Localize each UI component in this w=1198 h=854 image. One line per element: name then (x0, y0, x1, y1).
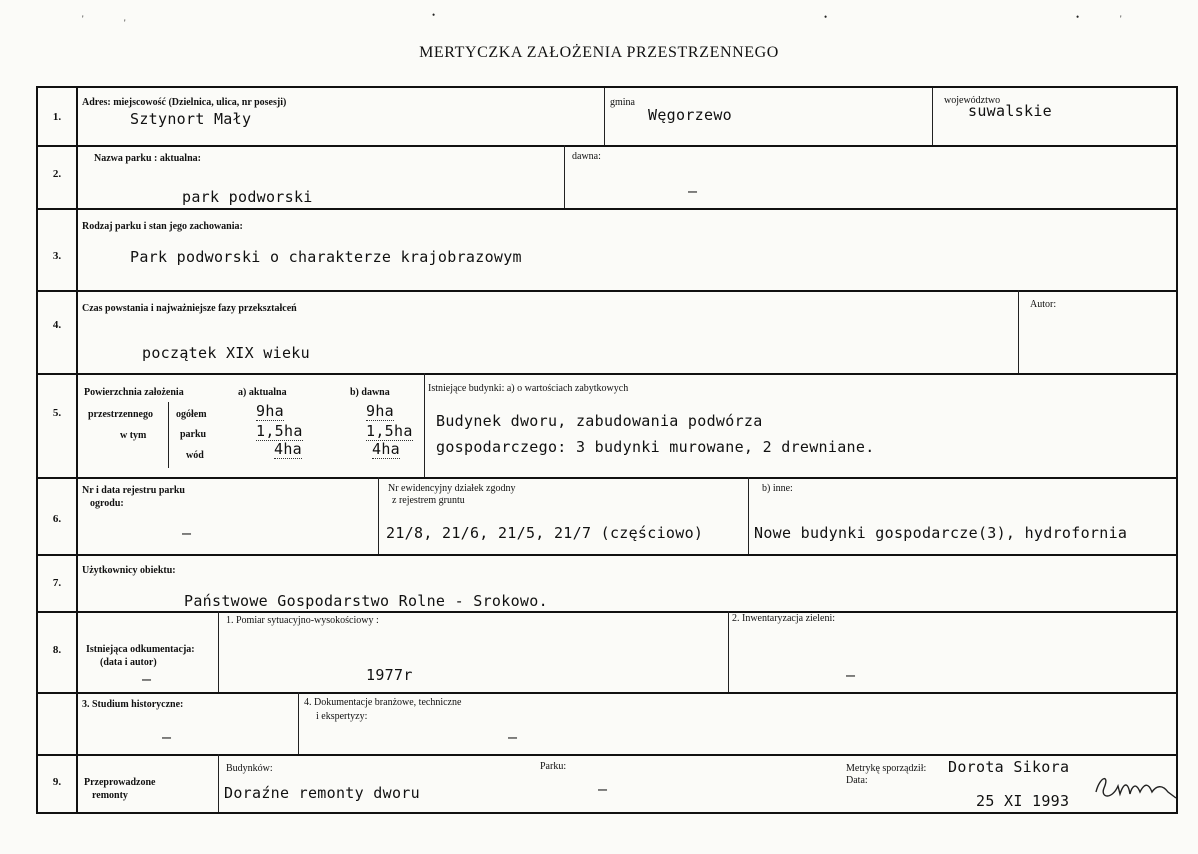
area-label-3: w tym (120, 430, 147, 441)
prepared-by-label: Metrykę sporządził: (846, 763, 927, 774)
other-value: Nowe budynki gospodarcze(3), hydrofornia (754, 524, 1128, 542)
cell-divider (378, 477, 379, 554)
cell-divider (728, 611, 729, 692)
row-number: 6. (52, 513, 62, 525)
sub-divider (168, 402, 169, 468)
number-column-divider (76, 88, 78, 812)
park-type-value: Park podworski o charakterze krajobrazowym (130, 248, 522, 266)
registry-label-2: ogrodu: (90, 498, 124, 509)
total-label: ogółem (176, 409, 207, 420)
row-divider (38, 145, 1176, 147)
buildings-repairs-label: Budynków: (226, 763, 273, 774)
buildings-label: Istniejące budynki: a) o wartościach zabytkowych (428, 383, 629, 394)
voivodeship-label: województwo (944, 95, 1001, 106)
park-repairs-label: Parku: (540, 761, 567, 772)
row-divider (38, 754, 1176, 756)
water-current-value: 4ha (274, 440, 302, 458)
buildings-repairs-value: Doraźne remonty dworu (224, 784, 420, 802)
users-label: Użytkownicy obiektu: (82, 565, 176, 576)
address-label: Adres: miejscowość (Dzielnica, ulica, nr posesji) (82, 97, 287, 108)
address-value: Sztynort Mały (130, 110, 252, 128)
former-name-label: dawna: (572, 151, 601, 162)
col-current-label: a) aktualna (238, 387, 287, 398)
registry-label: Nr i data rejestru parku (82, 485, 185, 496)
water-label: wód (186, 450, 204, 461)
total-former-value: 9ha (366, 402, 394, 420)
branch-docs-label-2: i ekspertyzy: (316, 711, 368, 722)
park-name-label: Nazwa parku : aktualna: (94, 153, 201, 164)
cell-divider (604, 88, 605, 145)
row-number: 1. (52, 111, 62, 123)
author-label: Autor: (1030, 299, 1057, 310)
voivodeship-value: suwalskie (968, 102, 1052, 120)
cell-divider (1018, 290, 1019, 373)
water-former-value: 4ha (372, 440, 400, 458)
scan-speck: • (824, 12, 828, 22)
park-type-label: Rodzaj parku i stan jego zachowania: (82, 221, 243, 232)
scan-speck: ' (124, 18, 126, 28)
signature-scribble (1090, 768, 1180, 806)
cell-divider (748, 477, 749, 554)
gmina-label: gmina (610, 97, 635, 108)
row-number: 5. (52, 407, 62, 419)
row-divider (38, 290, 1176, 292)
signature (1090, 768, 1180, 811)
time-label: Czas powstania i najważniejsze fazy przekształceń (82, 303, 297, 314)
survey-value: 1977r (366, 666, 413, 684)
row-divider (38, 692, 1176, 694)
users-value: Państwowe Gospodarstwo Rolne - Srokowo. (184, 592, 548, 610)
park-name-value: park podworski (182, 188, 313, 206)
repairs-label: Przeprowadzone (84, 777, 156, 788)
greenery-label: 2. Inwentaryzacja zieleni: (732, 613, 835, 624)
date-value: 25 XI 1993 (976, 792, 1070, 810)
row-number: 9. (52, 776, 62, 788)
row-divider (38, 373, 1176, 375)
time-value: początek XIX wieku (142, 344, 310, 362)
park-area-label: parku (180, 429, 207, 440)
documentation-label: Istniejąca odkumentacja: (86, 644, 195, 655)
form-grid (36, 86, 1178, 814)
row-number: 4. (52, 319, 62, 331)
parcel-value: 21/8, 21/6, 21/5, 21/7 (częściowo) (386, 524, 704, 542)
prepared-by-value: Dorota Sikora (948, 758, 1070, 776)
park-former-value: 1,5ha (366, 422, 413, 440)
row-number: 7. (52, 577, 62, 589)
row-number: 3. (52, 250, 62, 262)
scan-speck: • (1076, 12, 1080, 22)
cell-divider (564, 145, 565, 208)
row-divider (38, 477, 1176, 479)
scan-speck: • (432, 10, 436, 20)
repairs-label-2: remonty (92, 790, 128, 801)
cell-divider (218, 754, 219, 812)
parcel-label-2: z rejestrem gruntu (392, 495, 465, 506)
scan-speck: ' (82, 14, 84, 24)
cell-divider (298, 692, 299, 754)
history-label: 3. Studium historyczne: (82, 699, 184, 710)
other-label: b) inne: (762, 483, 793, 494)
area-label: Powierzchnia założenia (84, 387, 184, 398)
row-divider (38, 554, 1176, 556)
buildings-line-2: gospodarczego: 3 budynki murowane, 2 drewniane. (436, 438, 875, 456)
documentation-label-2: (data i autor) (100, 657, 157, 668)
park-current-value: 1,5ha (256, 422, 303, 440)
scan-speck: ' (1120, 14, 1122, 24)
total-current-value: 9ha (256, 402, 284, 420)
branch-docs-value: – (508, 728, 518, 746)
form-title: MERTYCZKA ZAŁOŻENIA PRZESTRZENNEGO (419, 44, 779, 61)
row-divider (38, 611, 1176, 613)
row-number: 2. (52, 168, 62, 180)
registry-value: – (182, 524, 192, 542)
cell-divider (932, 88, 933, 145)
former-name-value: – (688, 182, 698, 200)
area-label-2: przestrzennego (88, 409, 153, 420)
branch-docs-label: 4. Dokumentacje branżowe, techniczne (304, 697, 462, 708)
survey-label: 1. Pomiar sytuacyjno-wysokościowy : (226, 615, 379, 626)
row-number: 8. (52, 644, 62, 656)
greenery-value: – (846, 666, 856, 684)
documentation-value: – (142, 670, 152, 688)
cell-divider (424, 373, 425, 477)
cell-divider (218, 611, 219, 692)
row-divider (38, 208, 1176, 210)
gmina-value: Węgorzewo (648, 106, 732, 124)
park-repairs-value: – (598, 780, 608, 798)
date-label: Data: (846, 775, 868, 786)
parcel-label: Nr ewidencyjny działek zgodny (388, 483, 516, 494)
history-value: – (162, 728, 172, 746)
col-former-label: b) dawna (350, 387, 390, 398)
buildings-line-1: Budynek dworu, zabudowania podwórza (436, 412, 763, 430)
